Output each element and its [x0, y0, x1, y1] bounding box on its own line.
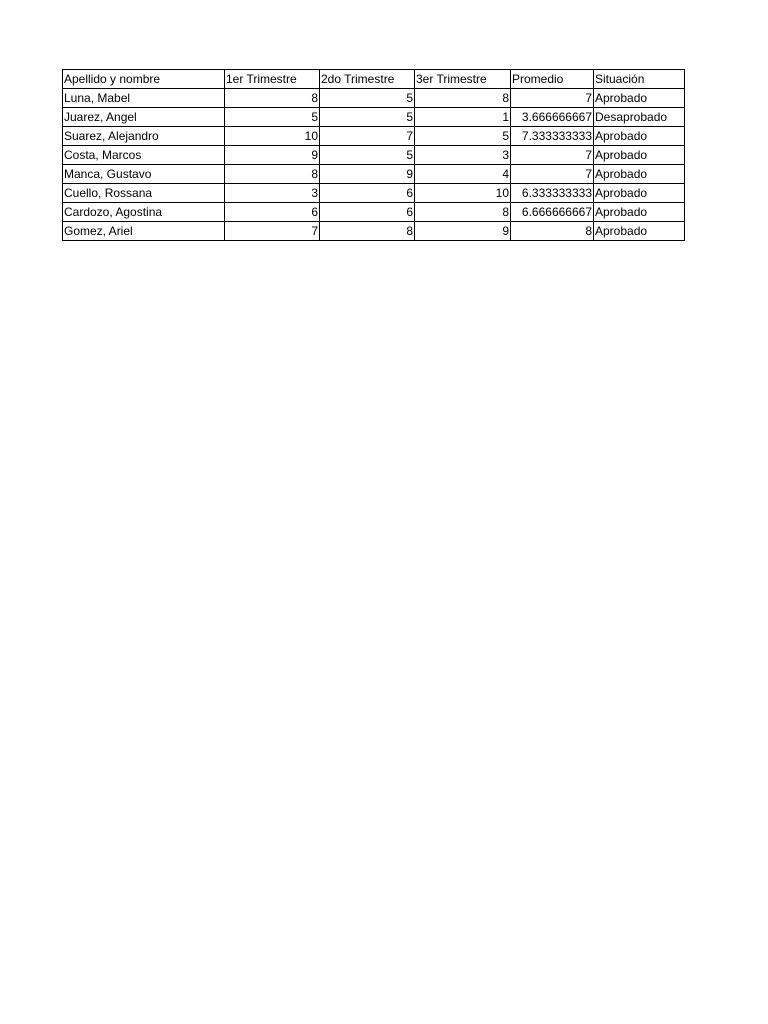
grade-cell: 8 — [225, 89, 320, 108]
name-cell: Cardozo, Agostina — [63, 203, 225, 222]
table-row — [63, 165, 685, 184]
table-row — [63, 89, 685, 108]
grade-cell: 4 — [415, 165, 511, 184]
header-cell: 1er Trimestre — [225, 70, 320, 89]
header-cell: Apellido y nombre — [63, 70, 225, 89]
name-cell: Manca, Gustavo — [63, 165, 225, 184]
grade-cell: 5 — [225, 108, 320, 127]
grade-cell: 10 — [415, 184, 511, 203]
average-cell: 7 — [511, 165, 594, 184]
grade-cell: 6 — [320, 203, 415, 222]
header-cell: Situación — [594, 70, 685, 89]
table-row — [63, 146, 685, 165]
header-cell: Promedio — [511, 70, 594, 89]
grade-cell: 8 — [415, 203, 511, 222]
grade-cell: 8 — [320, 222, 415, 241]
grade-cell: 5 — [415, 127, 511, 146]
average-cell: 3.666666667 — [511, 108, 594, 127]
grade-cell: 5 — [320, 108, 415, 127]
table-row — [63, 127, 685, 146]
grade-cell: 7 — [225, 222, 320, 241]
grade-cell: 5 — [320, 89, 415, 108]
grade-cell: 10 — [225, 127, 320, 146]
grade-cell: 6 — [225, 203, 320, 222]
table-row — [63, 203, 685, 222]
status-cell: Desaprobado — [594, 108, 685, 127]
name-cell: Cuello, Rossana — [63, 184, 225, 203]
average-cell: 7 — [511, 89, 594, 108]
grade-cell: 3 — [415, 146, 511, 165]
grade-cell: 8 — [225, 165, 320, 184]
status-cell: Aprobado — [594, 146, 685, 165]
header-cell: 3er Trimestre — [415, 70, 511, 89]
name-cell: Luna, Mabel — [63, 89, 225, 108]
grade-cell: 7 — [320, 127, 415, 146]
grade-cell: 9 — [225, 146, 320, 165]
name-cell: Gomez, Ariel — [63, 222, 225, 241]
header-cell: 2do Trimestre — [320, 70, 415, 89]
average-cell: 6.333333333 — [511, 184, 594, 203]
average-cell: 8 — [511, 222, 594, 241]
grade-cell: 3 — [225, 184, 320, 203]
average-cell: 7 — [511, 146, 594, 165]
table-row — [63, 222, 685, 241]
status-cell: Aprobado — [594, 184, 685, 203]
header-row — [63, 70, 685, 89]
status-cell: Aprobado — [594, 222, 685, 241]
table-row — [63, 108, 685, 127]
name-cell: Suarez, Alejandro — [63, 127, 225, 146]
grade-cell: 9 — [320, 165, 415, 184]
status-cell: Aprobado — [594, 127, 685, 146]
name-cell: Costa, Marcos — [63, 146, 225, 165]
status-cell: Aprobado — [594, 165, 685, 184]
grade-cell: 9 — [415, 222, 511, 241]
status-cell: Aprobado — [594, 89, 685, 108]
average-cell: 7.333333333 — [511, 127, 594, 146]
grades-table — [62, 69, 685, 241]
name-cell: Juarez, Angel — [63, 108, 225, 127]
status-cell: Aprobado — [594, 203, 685, 222]
grade-cell: 6 — [320, 184, 415, 203]
grade-cell: 8 — [415, 89, 511, 108]
table-row — [63, 184, 685, 203]
grade-cell: 1 — [415, 108, 511, 127]
grade-cell: 5 — [320, 146, 415, 165]
average-cell: 6.666666667 — [511, 203, 594, 222]
